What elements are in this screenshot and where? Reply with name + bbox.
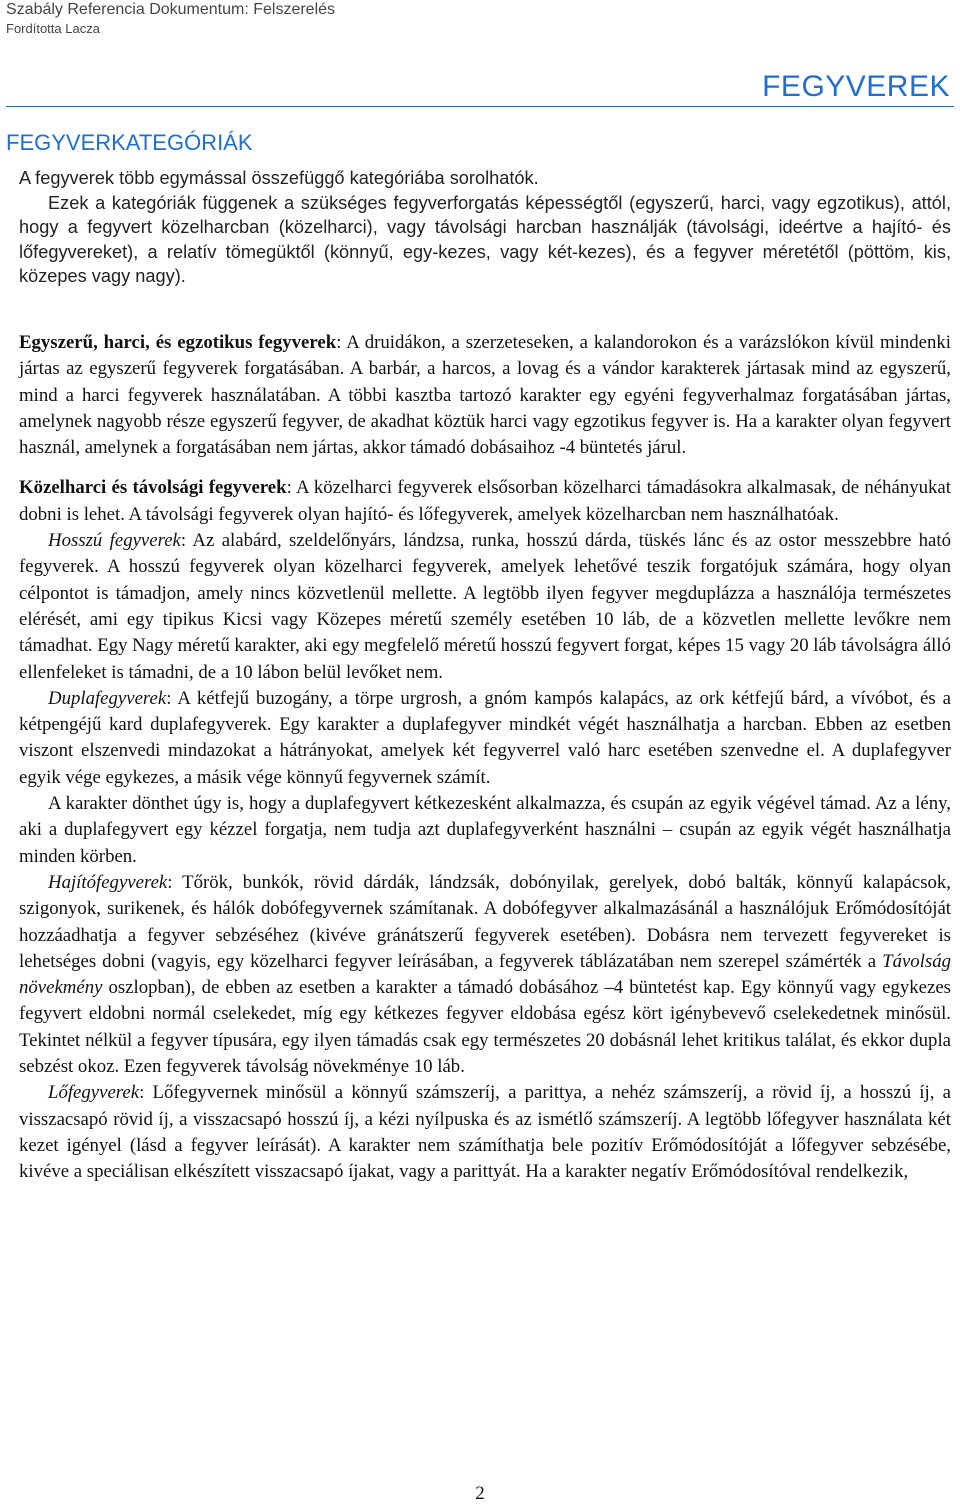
paragraph-double-weapons-2: A karakter dönthet úgy is, hogy a duplafegyvert kétkezesként alkalmazza, és csupán az egyik végével támad. Az a lény, aki a duplafegyvert egy kézzel forgatja, nem tudja azt duplafegyverként használni – csupán az egyik végét használhatja minden körben. bbox=[19, 793, 951, 867]
simple-weapons-heading: Egyszerű, harci, és egzotikus fegyverek bbox=[19, 332, 337, 353]
paragraph-simple-weapons bbox=[19, 330, 951, 461]
simple-weapons-text: : A druidákon, a szerzeteseken, a kalandorokon és a varázslókon kívül mindenki jártas az egyszerű fegyverek forgatásában. A barbár, a harcos, a lovag és a vándor karakterek jártasak mind az egyszerű, mind a harci fegyverek használatában. A többi kasztba tartozó karakter egy egyéni fegyverhalmaz forgatásában jártas, amelynek nagyobb része egyszerű fegyver, de akadhat köztük harci vagy egzotikus fegyver is. Ha a karakter olyan fegyvert használ, amelynek a forgatásában nem jártas, akkor támadó dobásaihoz -4 büntetés járul. bbox=[19, 332, 952, 459]
thrown-weapons-term: Hajítófegyverek bbox=[48, 871, 168, 893]
document-title: Szabály Referencia Dokumentum: Felszerelés bbox=[6, 1, 336, 18]
intro-line: A fegyverek több egymással összefüggő kategóriába sorolhatók. bbox=[19, 168, 539, 188]
thrown-weapons-text-1: : Tőrök, bunkók, rövid dárdák, lándzsák, dobónyilak, gerelyek, dobó balták, könnyű kalapácsok, szigonyok, surikenek, és hálók dobófegyvernek számítanak. A dobófegyver alkalmazásánál a használójuk Erőmódosítóját hozzáadhatja a fegyver sebzéséhez (kivéve gránátszerű fegyverek esetében). Dobásra nem tervezett fegyvereket is lehetséges dobni (vagyis, egy közelharci fegyver leírásában, a fegyverek táblázatában nem szerepel számérték a bbox=[19, 871, 951, 972]
page-number: 2 bbox=[475, 1483, 485, 1504]
melee-ranged-heading: Közelharci és távolsági fegyverek bbox=[19, 477, 287, 499]
body-text bbox=[19, 330, 951, 1186]
reach-weapons-term: Hosszú fegyverek bbox=[48, 530, 181, 552]
range-increment-term: Távolság növekmény bbox=[19, 950, 951, 999]
paragraph-thrown-weapons bbox=[19, 870, 951, 1080]
document-header bbox=[6, 0, 335, 37]
paragraph-reach-weapons bbox=[19, 528, 951, 686]
translator-credit: Fordította Lacza bbox=[6, 21, 100, 36]
projectile-weapons-text: : Lőfegyvernek minősül a könnyű számszeríj, a parittya, a nehéz számszeríj, a rövid íj, a hosszú íj, a visszacsapó rövid íj, a visszacsapó hosszú íj, a kézi nyílpuska és az ismétlő számszeríj. A legtöbb lőfegyver használata két kezet igényel (lásd a fegyver leírását). A karakter nem számíthatja bele pozitív Erőmódosítóját a lőfegyver sebzésébe, kivéve a speciálisan elkészített visszacsapó íjakat, vagy a parittyát. Ha a karakter negatív Erőmódosítóval rendelkezik, bbox=[19, 1082, 951, 1183]
intro-block bbox=[19, 166, 951, 289]
projectile-weapons-term: Lőfegyverek bbox=[48, 1082, 140, 1104]
paragraph-double-weapons bbox=[19, 686, 951, 791]
paragraph-melee-ranged bbox=[19, 475, 951, 528]
paragraph-projectile-weapons bbox=[19, 1080, 951, 1185]
intro-paragraph: Ezek a kategóriák függenek a szükséges fegyverforgatás képességtől (egyszerű, harci, vagy egzotikus), attól, hogy a fegyvert közelharcban (közelharci), vagy távolsági harcban használják (távolsági, ideértve a hajító- és lőfegyvereket), a relatív tömegüktől (könnyű, egy-kezes, vagy két-kezes), és a fegyver méretétől (pöttöm, kis, közepes vagy nagy). bbox=[19, 192, 951, 286]
double-weapons-text: : A kétfejű buzogány, a törpe urgrosh, a gnóm kampós kalapács, az ork kétfejű bárd, a vívóbot, és a kétpengéjű kard duplafegyverek. Egy karakter a duplafegyver mindkét végét használhatja a harcban. Ebben az esetben viszont elszenvedi mindazokat a hátrányokat, amelyek két fegyverrel való harc esetében szenvedne el. A duplafegyver egyik vége egykezes, a másik vége könnyű fegyvernek számít. bbox=[19, 687, 951, 788]
reach-weapons-text: : Az alabárd, szeldelőnyárs, lándzsa, runka, hosszú dárda, tüskés lánc és az ostor messzebbre ható fegyverek. A hosszú fegyverek olyan közelharci fegyverek, amelyek lehetővé teszik forgatójuk számára, hogy olyan célpontot is támadjon, amely nincs közvetlenül mellette. A legtöbb ilyen fegyver megduplázza a használója természetes elérését, ami egy tipikus Kicsi vagy Közepes méretű személy esetében 10 láb, de a közvetlen mellette levőkre nem támadhat. Egy Nagy méretű karakter, aki egy megfelelő méretű hosszú fegyvert forgat, képes 15 vagy 20 láb távolságra álló ellenfeleket is támadni, de a 10 lábon belül levőket nem. bbox=[19, 530, 952, 683]
melee-ranged-text: : A közelharci fegyverek elsősorban közelharci támadásokra alkalmasak, de néhányukat dobni is lehet. A távolsági fegyverek olyan hajító- és lőfegyverek, amelyek közelharcban nem használhatóak. bbox=[19, 477, 951, 525]
thrown-weapons-text-2: oszlopban), de ebben az esetben a karakter a támadó dobásához –4 büntetést kap. Egy könnyű vagy egykezes fegyvert eldobni normál cselekedet, míg egy kétkezes fegyver eldobása egész kört igénybevevő cselekedetnek minősül. Tekintet nélkül a fegyver típusára, egy ilyen támadás csak egy természetes 20 dobásnál lehet kritikus találat, és ekkor dupla sebzést okoz. Ezen fegyverek távolság növekménye 10 láb. bbox=[19, 977, 951, 1078]
section-divider bbox=[6, 106, 954, 107]
double-weapons-term: Duplafegyverek bbox=[48, 687, 167, 709]
section-title: FEGYVEREK bbox=[762, 70, 950, 103]
category-heading: FEGYVERKATEGÓRIÁK bbox=[6, 130, 253, 155]
